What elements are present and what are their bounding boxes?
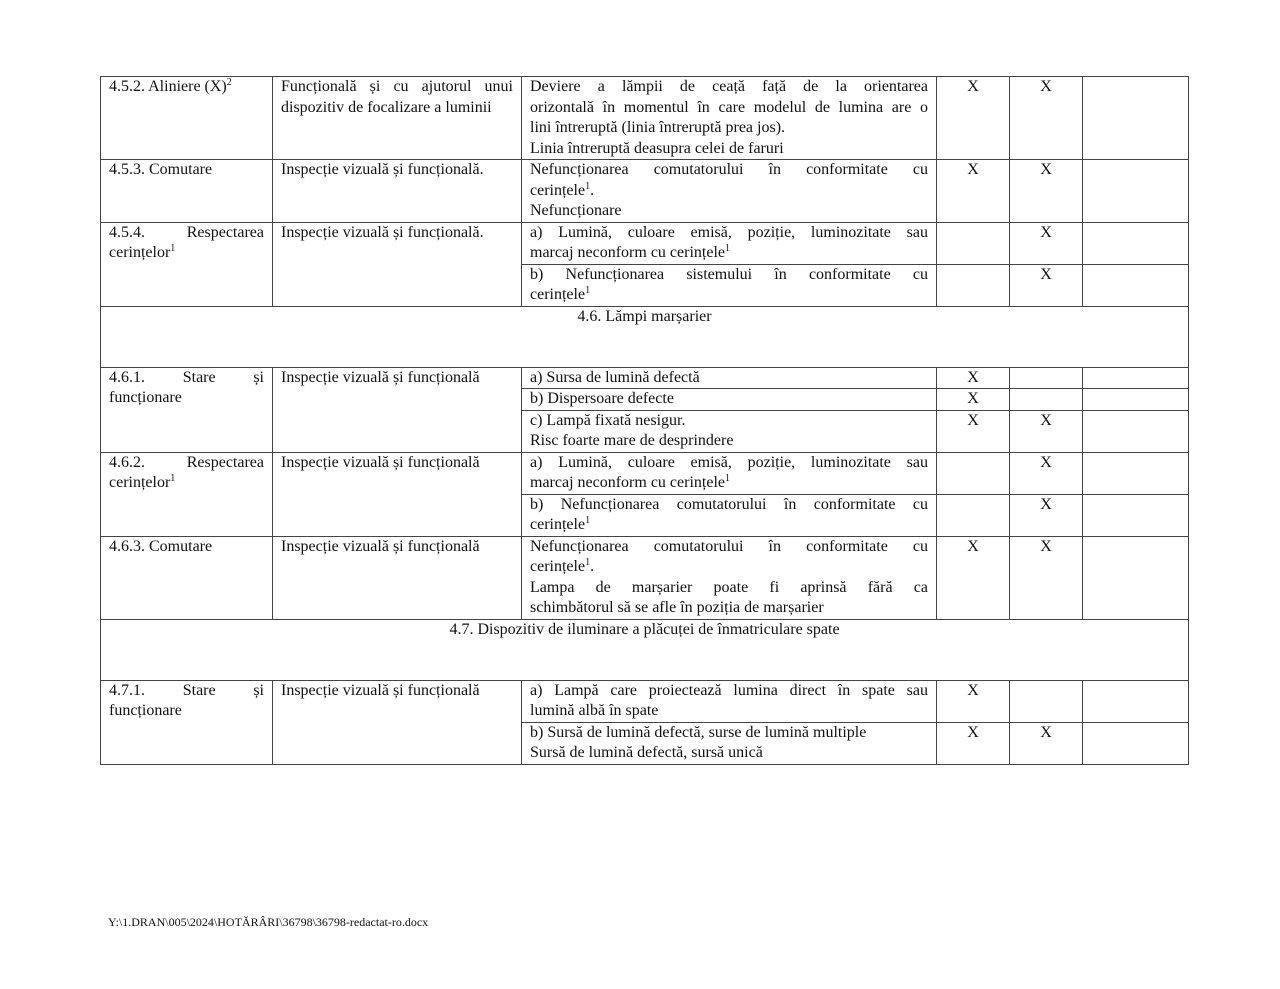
table-row-4-5-4-a bbox=[101, 222, 1189, 264]
table-row-4-6-2-a bbox=[101, 452, 1189, 494]
method-cell: Inspecție vizuală și funcțională. bbox=[273, 222, 522, 306]
item-cell: 4.6.2. Respectarea cerințelor$^1$ bbox=[101, 452, 273, 536]
method-cell: Funcțională și cu ajutorul unui dispozitiv de focalizare a luminii bbox=[273, 77, 522, 160]
major-mark bbox=[1010, 389, 1083, 411]
major-mark: X bbox=[1010, 77, 1083, 160]
minor-mark: X bbox=[937, 410, 1010, 452]
description-cell: b) Dispersoare defecte bbox=[522, 389, 937, 411]
description-cell: Deviere a lămpii de ceață față de la orientarea orizontală în momentul în care modelul de lumina are o lini întreruptă (linia întreruptă prea jos). Linia întreruptă deasupra celei de faruri bbox=[522, 77, 937, 160]
dangerous-mark bbox=[1083, 410, 1189, 452]
dangerous-mark bbox=[1083, 494, 1189, 536]
item-cell: 4.5.2. Aliniere $(X)^2$ bbox=[101, 77, 273, 160]
major-mark: X bbox=[1010, 722, 1083, 764]
major-mark: X bbox=[1010, 494, 1083, 536]
major-mark: X bbox=[1010, 222, 1083, 264]
minor-mark: X bbox=[937, 680, 1010, 722]
dangerous-mark bbox=[1083, 389, 1189, 411]
minor-mark bbox=[937, 452, 1010, 494]
minor-mark: X bbox=[937, 389, 1010, 411]
major-mark bbox=[1010, 367, 1083, 389]
minor-mark: X bbox=[937, 160, 1010, 223]
dangerous-mark bbox=[1083, 222, 1189, 264]
major-mark: X bbox=[1010, 410, 1083, 452]
major-mark: X bbox=[1010, 536, 1083, 619]
method-cell: Inspecție vizuală și funcțională. bbox=[273, 160, 522, 223]
method-cell: Inspecție vizuală și funcțională bbox=[273, 536, 522, 619]
major-mark: X bbox=[1010, 160, 1083, 223]
item-cell: 4.7.1. Stare și funcționare bbox=[101, 680, 273, 764]
regulation-table bbox=[100, 76, 1189, 765]
table-row-4-6-3 bbox=[101, 536, 1189, 619]
dangerous-mark bbox=[1083, 722, 1189, 764]
item-cell: 4.6.1. Stare și funcționare bbox=[101, 367, 273, 452]
dangerous-mark bbox=[1083, 264, 1189, 306]
description-cell: a) Lampă care proiectează lumina direct în spate sau lumină albă în spate bbox=[522, 680, 937, 722]
section-title-4-6: 4.6. Lămpi marșarier bbox=[101, 306, 1189, 367]
dangerous-mark bbox=[1083, 680, 1189, 722]
major-mark: X bbox=[1010, 452, 1083, 494]
item-cell: 4.6.3. Comutare bbox=[101, 536, 273, 619]
table-row-4-6-1-a bbox=[101, 367, 1189, 389]
minor-mark: X bbox=[937, 77, 1010, 160]
description-cell: b) Nefuncționarea comutatorului în conformitate cu cerințele$^1$ bbox=[522, 494, 937, 536]
description-cell: a) Lumină, culoare emisă, poziție, luminozitate sau marcaj neconform cu cerințele$^1$ bbox=[522, 222, 937, 264]
minor-mark bbox=[937, 264, 1010, 306]
description-cell: a) Lumină, culoare emisă, poziție, luminozitate sau marcaj neconform cu cerințele$^1$ bbox=[522, 452, 937, 494]
item-cell: 4.5.3. Comutare bbox=[101, 160, 273, 223]
method-cell: Inspecție vizuală și funcțională bbox=[273, 367, 522, 452]
dangerous-mark bbox=[1083, 536, 1189, 619]
description-cell: b) Nefuncționarea sistemului în conformitate cu cerințele$^1$ bbox=[522, 264, 937, 306]
file-path-footer: Y:\1.DRAN\005\2024\HOTĂRÂRI\36798\36798-redactat-ro.docx bbox=[108, 915, 429, 929]
minor-mark bbox=[937, 494, 1010, 536]
table-row-4-5-3 bbox=[101, 160, 1189, 223]
description-cell: c) Lampă fixată nesigur. Risc foarte mare de desprindere bbox=[522, 410, 937, 452]
minor-mark bbox=[937, 222, 1010, 264]
minor-mark: X bbox=[937, 536, 1010, 619]
minor-mark: X bbox=[937, 367, 1010, 389]
section-heading-row bbox=[101, 619, 1189, 680]
dangerous-mark bbox=[1083, 77, 1189, 160]
table-row-4-5-2 bbox=[101, 77, 1189, 160]
minor-mark: X bbox=[937, 722, 1010, 764]
description-cell: b) Sursă de lumină defectă, surse de lumină multiple Sursă de lumină defectă, sursă unică bbox=[522, 722, 937, 764]
dangerous-mark bbox=[1083, 160, 1189, 223]
method-cell: Inspecție vizuală și funcțională bbox=[273, 680, 522, 764]
major-mark: X bbox=[1010, 264, 1083, 306]
dangerous-mark bbox=[1083, 452, 1189, 494]
section-title-4-7: 4.7. Dispozitiv de iluminare a plăcuței de înmatriculare spate bbox=[101, 619, 1189, 680]
table-row-4-7-1-a bbox=[101, 680, 1189, 722]
major-mark bbox=[1010, 680, 1083, 722]
description-cell: Nefuncționarea comutatorului în conformitate cu cerințele$^1$. Nefuncționare bbox=[522, 160, 937, 223]
method-cell: Inspecție vizuală și funcțională bbox=[273, 452, 522, 536]
description-cell: a) Sursa de lumină defectă bbox=[522, 367, 937, 389]
item-cell: 4.5.4. Respectarea cerințelor$^1$ bbox=[101, 222, 273, 306]
description-cell: Nefuncționarea comutatorului în conformitate cu cerințele$^1$. Lampa de marșarier poate fi aprinsă fără ca schimbătorul să se afle în poziția de marșarier bbox=[522, 536, 937, 619]
section-heading-row bbox=[101, 306, 1189, 367]
dangerous-mark bbox=[1083, 367, 1189, 389]
